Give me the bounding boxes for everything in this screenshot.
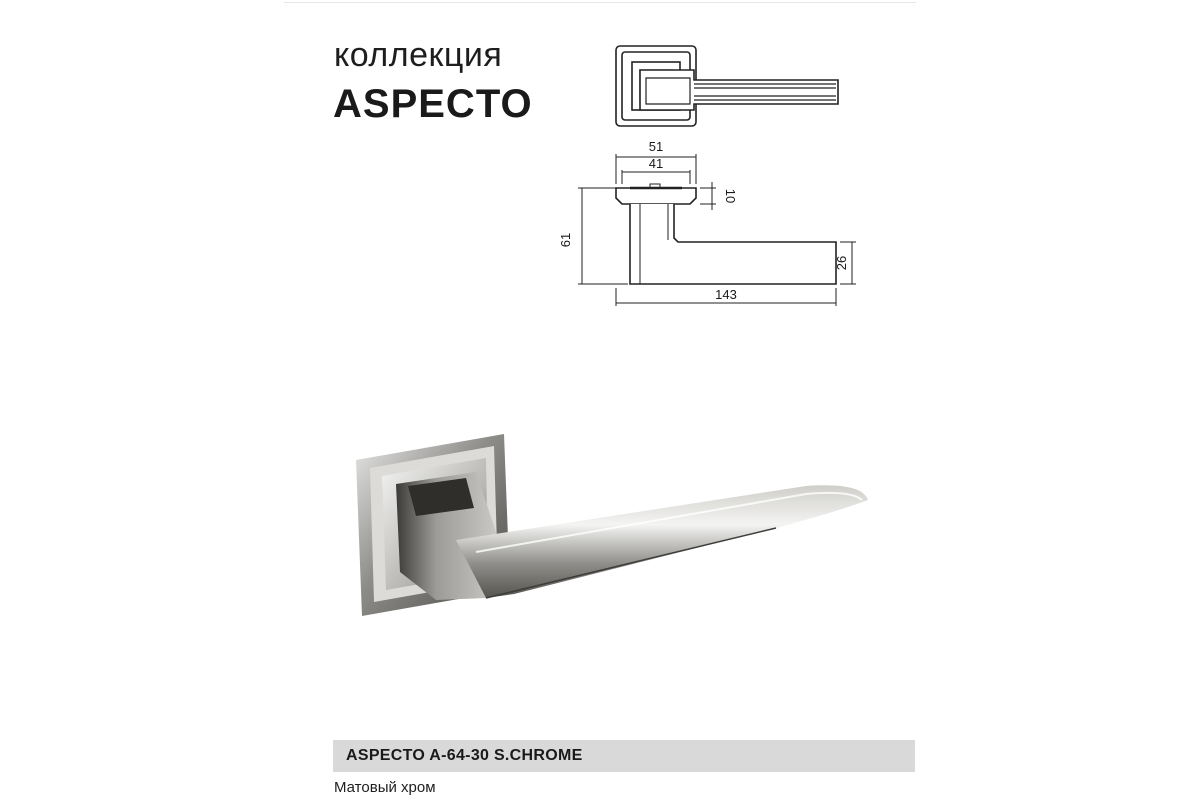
collection-title: ASPECTO bbox=[333, 82, 533, 126]
dim-rose-inner: 41 bbox=[648, 156, 664, 171]
dim-rose-width: 51 bbox=[648, 139, 664, 154]
technical-drawing bbox=[0, 0, 1200, 320]
door-handle-photo bbox=[336, 412, 876, 644]
dim-height: 61 bbox=[558, 232, 573, 248]
model-bar bbox=[333, 740, 915, 772]
finish-label: Матовый хром bbox=[334, 779, 436, 796]
top-view-drawing bbox=[616, 46, 838, 126]
collection-label: коллекция bbox=[334, 36, 503, 74]
dim-length: 143 bbox=[715, 287, 737, 302]
dim-rose-thickness: 10 bbox=[723, 188, 738, 204]
dim-lever-thickness: 26 bbox=[834, 255, 849, 271]
model-name: ASPECTO A-64-30 S.CHROME bbox=[346, 747, 583, 764]
